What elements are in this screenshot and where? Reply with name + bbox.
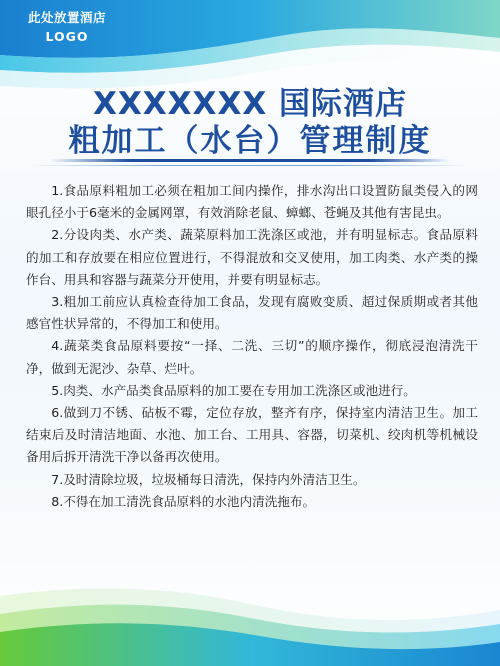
- regulation-body: [26, 180, 478, 513]
- regulation-item-3: 3.粗加工前应认真检查待加工食品，发现有腐败变质、超过保质期或者其他感官性状异常的，不得加工和使用。: [26, 294, 478, 332]
- bottom-wave-decoration: [0, 556, 500, 666]
- regulation-item-6: 6.做到刀不锈、砧板不霉，定位存放，整齐有序，保持室内清洁卫生。加工结束后及时清洁地面、水池、加工台、工用具、容器，切菜机、绞肉机等机械设备用后拆开清洗干净以备再次使用。: [26, 405, 478, 465]
- regulation-item-4: 4.蔬菜类食品原料要按“一择、二洗、三切”的顺序操作，彻底浸泡清洗干净，做到无泥沙、杂草、烂叶。: [26, 338, 478, 376]
- title-underline-thin: [30, 165, 470, 166]
- logo-caption: 此处放置酒店: [27, 10, 106, 25]
- logo-text: LOGO: [45, 29, 89, 44]
- regulation-item-5: 5.肉类、水产品类食品原料的加工要在专用加工洗涤区或池进行。: [51, 382, 416, 398]
- regulation-item-7: 7.及时清除垃圾，垃圾桶每日清洗，保持内外清洁卫生。: [51, 471, 366, 487]
- regulation-item-1: 1.食品原料粗加工必须在粗加工间内操作，排水沟出口设置防鼠类侵入的网眼孔径小于6毫米的金属网罩，有效消除老鼠、蟑螂、苍蝇及其他有害昆虫。: [26, 183, 478, 221]
- hotel-name-title: XXXXXXX 国际酒店: [92, 86, 408, 122]
- regulation-item-8: 8.不得在加工清洗食品原料的水池内清洗拖布。: [51, 493, 316, 509]
- regulation-title: 粗加工（水台）管理制度: [68, 123, 432, 159]
- regulation-item-2: 2.分设肉类、水产类、蔬菜原料加工洗涤区或池，并有明显标志。食品原料的加工和存放要在相应位置进行，不得混放和交叉使用，加工肉类、水产类的操作台、用具和容器与蔬菜分开使用，并要有明显标志。: [26, 227, 478, 287]
- title-underline: [50, 159, 450, 162]
- logo-placeholder: [12, 8, 122, 44]
